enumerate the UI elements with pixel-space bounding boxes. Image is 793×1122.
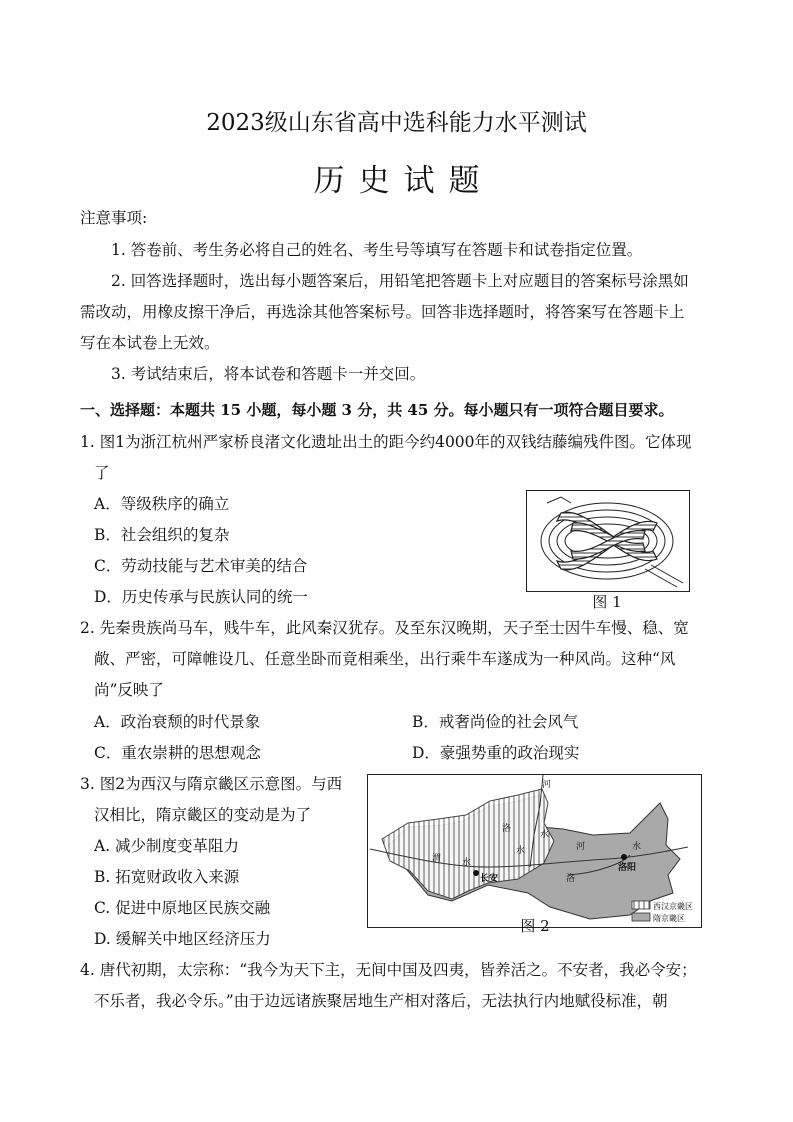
q1-option-d: D．历史传承与民族认同的统一	[94, 588, 308, 606]
notice-item-2-line3: 写在本试卷上无效。	[80, 334, 220, 352]
city-luoyang-label: 洛阳	[618, 863, 637, 873]
q3-option-c: C. 促进中原地区民族交融	[94, 899, 271, 917]
legend-sui-label: 隋京畿区	[653, 914, 685, 923]
river-label: 水	[462, 858, 472, 868]
figure-2-map	[367, 774, 702, 928]
q4-stem-line2: 不乐者，我必令乐。”由于边远诸族聚居地生产相对落后，无法执行内地赋役标准，朝	[94, 992, 668, 1010]
notice-item-2-line1: 2. 回答选择题时，选出每小题答案后，用铅笔把答题卡上对应题目的答案标号涂黑如	[111, 272, 689, 290]
luoyang-dot	[621, 854, 627, 860]
city-changan-label: 长安	[480, 874, 499, 884]
notice-heading: 注意事项:	[80, 209, 148, 227]
figure-2-caption: 图 2	[520, 917, 550, 935]
q3-stem-line2: 汉相比，隋京畿区的变动是为了	[94, 806, 312, 824]
figure-1-caption: 图 1	[592, 593, 622, 611]
q2-stem-line1: 2. 先秦贵族尚马车，贱牛车，此风秦汉犹存。及至东汉晚期，天子至士因牛车慢、稳、宽	[80, 619, 689, 637]
exam-title: 2023级山东省高中选科能力水平测试	[206, 110, 587, 136]
subject-title: 历史试题	[313, 163, 494, 199]
river-label: 河	[542, 780, 552, 790]
q1-option-a: A．等级秩序的确立	[94, 495, 230, 513]
q3-option-b: B. 拓宽财政收入来源	[94, 868, 240, 886]
changan-dot	[473, 870, 479, 876]
legend-xihan-swatch	[632, 901, 650, 909]
figure-1-knot-image	[526, 490, 690, 592]
section-heading: 一、选择题：本题共 15 小题，每小题 3 分，共 45 分。每小题只有一项符合题目要求。	[80, 401, 674, 419]
river-label: 水	[632, 842, 642, 852]
river-label: 洛	[502, 824, 512, 834]
legend-sui-swatch	[632, 913, 650, 921]
river-label: 洛	[566, 874, 576, 884]
q2-stem-line2: 敞、严密，可障帷设几、任意坐卧而竟相乘坐，出行乘牛车遂成为一种风尚。这种“风	[94, 650, 676, 668]
q1-stem-line2: 了	[94, 464, 110, 482]
q2-stem-line3: 尚”反映了	[94, 681, 164, 699]
notice-item-1: 1. 答卷前、考生务必将自己的姓名、考生号等填写在答题卡和试卷指定位置。	[111, 241, 643, 259]
q1-option-c: C．劳动技能与艺术审美的结合	[94, 557, 308, 575]
q2-option-a: A．政治衰颓的时代景象	[94, 713, 261, 731]
q1-option-b: B．社会组织的复杂	[94, 526, 230, 544]
q2-option-b: B．戒奢尚俭的社会风气	[412, 713, 579, 731]
q3-option-a: A. 减少制度变革阻力	[94, 837, 240, 855]
q1-stem-line1: 1. 图1为浙江杭州严家桥良渚文化遗址出土的距今约4000年的双钱结藤编残件图。它体现	[80, 433, 692, 451]
q3-stem-line1: 3. 图2为西汉与隋京畿区示意图。与西	[80, 775, 343, 793]
q2-option-d: D．豪强势重的政治现实	[412, 744, 580, 762]
river-label: 水	[516, 846, 526, 856]
legend-xihan-label: 西汉京畿区	[653, 902, 693, 911]
river-label: 河	[576, 842, 586, 852]
notice-item-3: 3. 考试结束后，将本试卷和答题卡一并交回。	[111, 365, 426, 383]
notice-item-2-line2: 需改动，用橡皮擦干净后，再选涂其他答案标号。回答非选择题时，将答案写在答题卡上	[80, 303, 685, 321]
q2-option-c: C．重农崇耕的思想观念	[94, 744, 261, 762]
river-label: 水	[540, 830, 550, 840]
river-label: 渭	[432, 854, 442, 864]
q3-option-d: D. 缓解关中地区经济压力	[94, 930, 271, 948]
q4-stem-line1: 4. 唐代初期，太宗称：“我今为天下主，无间中国及四夷，皆养活之。不安者，我必令安；	[80, 961, 697, 979]
